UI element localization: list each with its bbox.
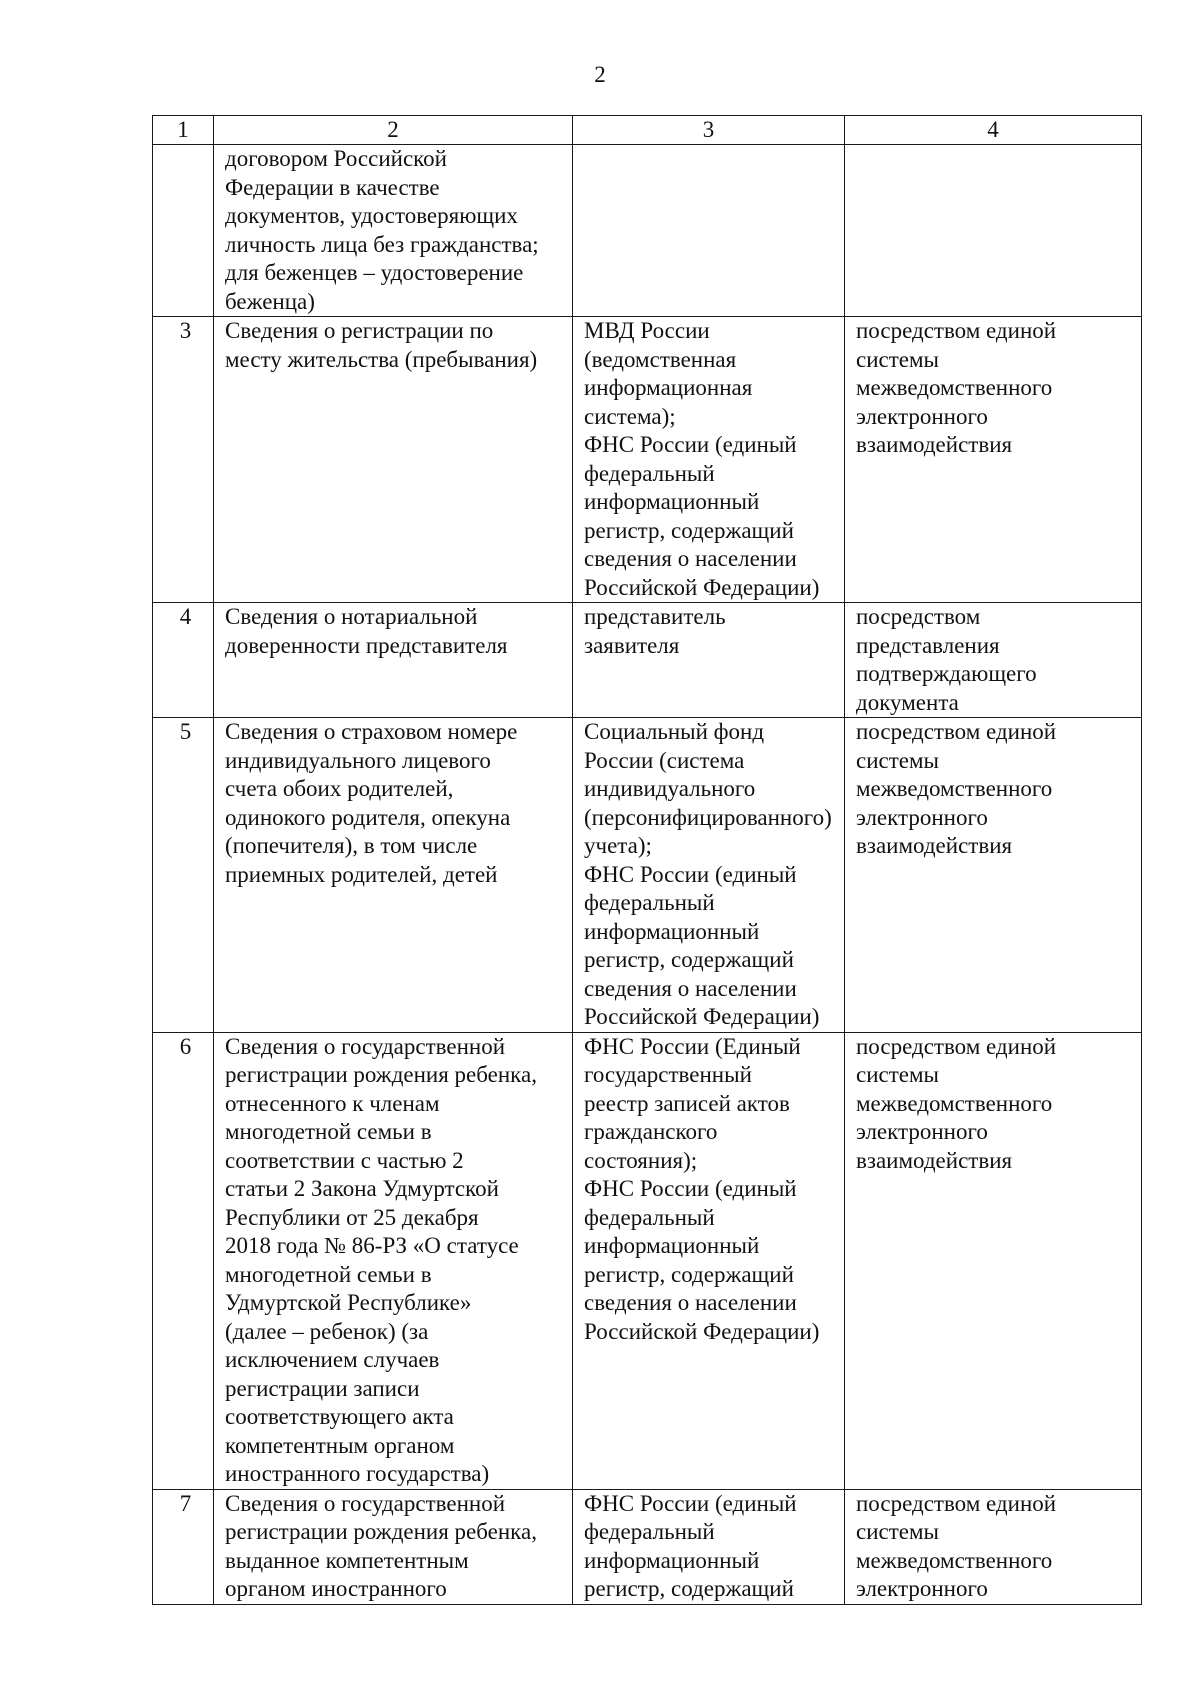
source-cell [573, 145, 845, 317]
cell-text-line: беженца) [225, 288, 315, 314]
cell-text-line: Российской Федерации) [584, 574, 820, 600]
cell-text-line: информационная [584, 375, 753, 400]
row-number-cell: 6 [153, 1032, 214, 1489]
cell-text-line: сведения о населении [584, 546, 797, 571]
cell-text-line: России (система [584, 747, 745, 773]
cell-text-line: ФНС России (единый [584, 1176, 797, 1201]
cell-text-line: посредством единой [856, 719, 1057, 744]
cell-text-line: регистр, содержащий [584, 517, 794, 543]
cell-text-line: приемных родителей, детей [225, 861, 498, 887]
method-cell [845, 1489, 1142, 1604]
information-cell [214, 1032, 573, 1489]
cell-text-line: документа [856, 689, 959, 715]
cell-text-line: многодетной семьи в [225, 1261, 432, 1287]
cell-text-line: подтверждающего [856, 661, 1037, 686]
cell-text-line: электронного [856, 804, 988, 830]
cell-text-line: посредством [856, 604, 981, 629]
method-cell [845, 145, 1142, 317]
cell-text-line: Социальный фонд [584, 719, 765, 744]
cell-text-line: регистрации записи [225, 1375, 420, 1401]
cell-text-line: счета обоих родителей, [225, 776, 454, 801]
row-number-cell: 3 [153, 317, 214, 603]
cell-text-line: регистр, содержащий [584, 947, 794, 972]
cell-text-line: системы [856, 1519, 939, 1544]
cell-text-line: индивидуального лицевого [225, 747, 491, 773]
cell-text-line: состояния); [584, 1147, 698, 1173]
information-cell [214, 603, 573, 718]
row-number-cell: 7 [153, 1489, 214, 1604]
cell-text-line: Республики от 25 декабря [225, 1204, 479, 1230]
cell-text-line: посредством единой [856, 1490, 1057, 1516]
cell-text-line: МВД России [584, 318, 710, 343]
cell-text-line: Федерации в качестве [225, 174, 440, 200]
cell-text-line: Сведения о государственной [225, 1033, 505, 1059]
method-cell [845, 1032, 1142, 1489]
cell-text-line: Российской Федерации) [584, 1318, 820, 1344]
cell-text-line: регистр, содержащий [584, 1576, 794, 1601]
cell-text-line: государственный [584, 1062, 752, 1087]
row-number-cell: 5 [153, 718, 214, 1033]
cell-text-line: межведомственного [856, 776, 1053, 801]
cell-text-line: взаимодействия [856, 833, 1013, 858]
cell-text-line: информационный [584, 489, 760, 514]
cell-text-line: индивидуального [584, 776, 756, 801]
table-row [153, 1032, 1142, 1489]
cell-text-line: заявителя [584, 632, 680, 658]
cell-text-line: федеральный [584, 890, 715, 915]
cell-text-line: системы [856, 747, 939, 773]
cell-text-line: федеральный [584, 460, 715, 486]
source-cell [573, 718, 845, 1033]
source-cell [573, 603, 845, 718]
information-cell [214, 718, 573, 1033]
cell-text-line: Сведения о страховом номере [225, 719, 518, 744]
cell-text-line: взаимодействия [856, 1147, 1013, 1173]
cell-text-line: электронного [856, 1119, 988, 1144]
cell-text-line: отнесенного к членам [225, 1090, 440, 1116]
cell-text-line: учета); [584, 833, 652, 858]
cell-text-line: система); [584, 403, 676, 429]
cell-text-line: органом иностранного [225, 1576, 447, 1601]
cell-text-line: компетентным органом [225, 1432, 455, 1458]
cell-text-line: межведомственного [856, 1090, 1053, 1116]
cell-text-line: посредством единой [856, 1033, 1057, 1059]
method-cell [845, 317, 1142, 603]
cell-text-line: федеральный [584, 1204, 715, 1230]
cell-text-line: документов, удостоверяющих [225, 203, 518, 228]
row-number-cell: 4 [153, 603, 214, 718]
cell-text-line: представления [856, 632, 1000, 658]
cell-text-line: 2018 года № 86-РЗ «О статусе [225, 1233, 519, 1258]
cell-text-line: (ведомственная [584, 346, 737, 372]
cell-text-line: системы [856, 1062, 939, 1087]
cell-text-line: федеральный [584, 1519, 715, 1544]
cell-text-line: выданное компетентным [225, 1547, 469, 1573]
cell-text-line: системы [856, 346, 939, 372]
cell-text-line: сведения о населении [584, 975, 797, 1001]
cell-text-line: (попечителя), в том числе [225, 833, 478, 858]
cell-text-line: соответствии с частью 2 [225, 1147, 464, 1173]
cell-text-line: ФНС России (Единый [584, 1033, 801, 1059]
header-cell-2: 2 [214, 116, 573, 145]
cell-text-line: информационный [584, 918, 760, 944]
cell-text-line: сведения о населении [584, 1290, 797, 1315]
cell-text-line: межведомственного [856, 1547, 1053, 1573]
source-cell [573, 317, 845, 603]
cell-text-line: многодетной семьи в [225, 1119, 432, 1144]
cell-text-line: (далее – ребенок) (за [225, 1318, 429, 1344]
cell-text-line: ФНС России (единый [584, 1490, 797, 1516]
information-cell [214, 145, 573, 317]
cell-text-line: регистрации рождения ребенка, [225, 1519, 537, 1544]
table-row [153, 603, 1142, 718]
header-cell-3: 3 [573, 116, 845, 145]
cell-text-line: регистрации рождения ребенка, [225, 1062, 537, 1087]
cell-text-line: исключением случаев [225, 1347, 440, 1372]
cell-text-line: Российской Федерации) [584, 1004, 820, 1029]
cell-text-line: Сведения о регистрации по [225, 318, 494, 343]
cell-text-line: Сведения о нотариальной [225, 604, 478, 629]
cell-text-line: электронного [856, 403, 988, 429]
table-body [153, 145, 1142, 1605]
cell-text-line: одинокого родителя, опекуна [225, 804, 511, 830]
cell-text-line: гражданского [584, 1119, 718, 1144]
cell-text-line: личность лица без гражданства; [225, 231, 539, 257]
cell-text-line: взаимодействия [856, 432, 1013, 457]
source-cell [573, 1032, 845, 1489]
method-cell [845, 718, 1142, 1033]
cell-text-line: информационный [584, 1547, 760, 1573]
cell-text-line: доверенности представителя [225, 632, 508, 658]
cell-text-line: статьи 2 Закона Удмуртской [225, 1176, 499, 1201]
header-cell-4: 4 [845, 116, 1142, 145]
cell-text-line: регистр, содержащий [584, 1261, 794, 1287]
table-row [153, 718, 1142, 1033]
cell-text-line: соответствующего акта [225, 1404, 454, 1429]
table-row [153, 1489, 1142, 1604]
information-cell [214, 317, 573, 603]
cell-text-line: посредством единой [856, 318, 1057, 343]
cell-text-line: представитель [584, 604, 726, 629]
page-number: 2 [594, 62, 606, 87]
cell-text-line: ФНС России (единый [584, 432, 797, 457]
cell-text-line: Сведения о государственной [225, 1490, 505, 1516]
cell-text-line: ФНС России (единый [584, 861, 797, 887]
information-cell [214, 1489, 573, 1604]
cell-text-line: (персонифицированного) [584, 804, 832, 830]
method-cell [845, 603, 1142, 718]
cell-text-line: месту жительства (пребывания) [225, 346, 538, 372]
cell-text-line: реестр записей актов [584, 1090, 790, 1116]
cell-text-line: межведомственного [856, 375, 1053, 400]
services-table [152, 115, 1142, 1605]
source-cell [573, 1489, 845, 1604]
table-row [153, 145, 1142, 317]
header-cell-1: 1 [153, 116, 214, 145]
cell-text-line: для беженцев – удостоверение [225, 260, 524, 285]
row-number-cell [153, 145, 214, 317]
cell-text-line: иностранного государства) [225, 1461, 490, 1486]
cell-text-line: Удмуртской Республике» [225, 1290, 472, 1315]
table-header-row [153, 116, 1142, 145]
table-row [153, 317, 1142, 603]
cell-text-line: информационный [584, 1233, 760, 1258]
cell-text-line: договором Российской [225, 146, 447, 171]
cell-text-line: электронного [856, 1576, 988, 1601]
